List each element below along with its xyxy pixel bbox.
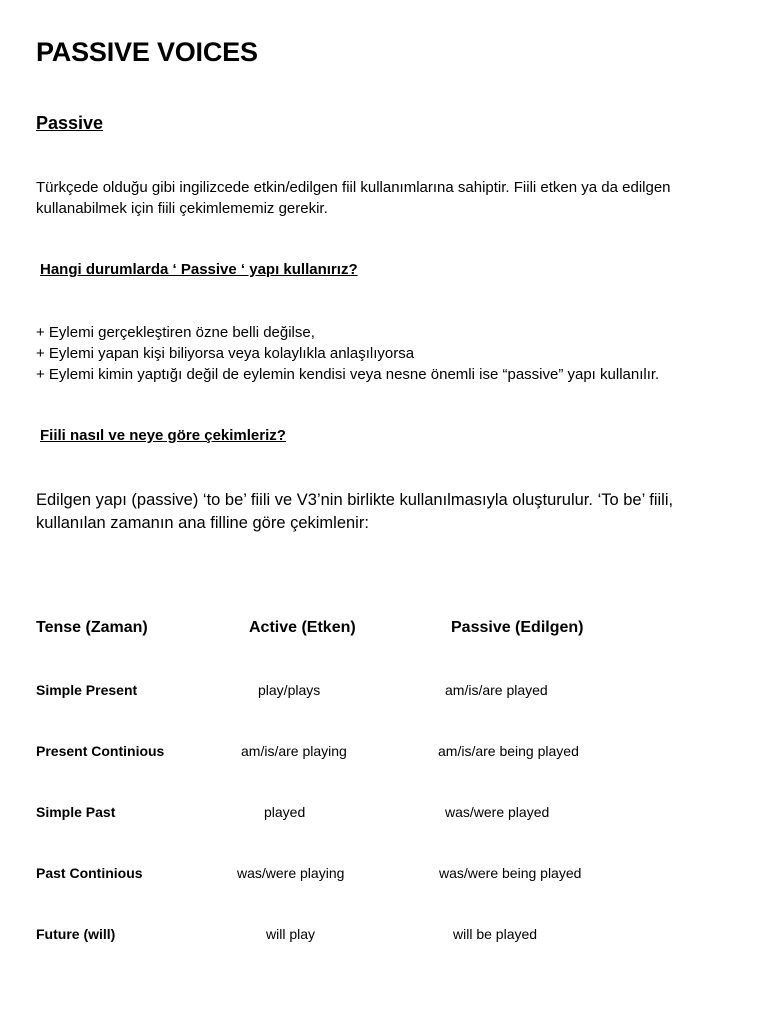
table-cell-active: will play [266,926,316,942]
table-cell-active: am/is/are playing [241,743,347,759]
question-how-conjugate: Fiili nasıl ve neye göre çekimleriz? [40,427,286,444]
table-cell-passive: am/is/are being played [438,743,579,759]
table-header-tense: Tense (Zaman) [36,619,148,636]
table-cell-passive: was/were being played [439,865,582,881]
table-cell-tense: Past Continious [36,865,143,881]
usage-bullet: + Eylemi gerçekleştiren özne belli değilse, [36,324,315,341]
table-header-active: Active (Etken) [249,619,356,636]
table-header-passive: Passive (Edilgen) [451,619,584,636]
table-cell-active: played [264,804,306,820]
table-cell-tense: Present Continious [36,743,165,759]
table-cell-active: was/were playing [237,865,345,881]
table-cell-passive: am/is/are played [445,682,548,698]
usage-bullet: + Eylemi yapan kişi biliyorsa veya kolaylıkla anlaşılıyorsa [36,345,415,362]
explanation-paragraph: Edilgen yapı (passive) ‘to be’ fiili ve V3’nin birlikte kullanılmasıyla oluşturulur. ‘To be’ fiili, kullanılan zamanın ana filline göre çekimlenir: [36,491,674,532]
document-title: PASSIVE VOICES [36,37,258,67]
table-cell-passive: was/were played [445,804,550,820]
usage-bullet: + Eylemi kimin yaptığı değil de eylemin kendisi veya nesne önemli ise “passive” yapı kullanılır. [36,366,660,383]
table-cell-tense: Simple Present [36,682,138,698]
section-heading-passive: Passive [36,113,104,133]
question-when-passive: Hangi durumlarda ‘ Passive ‘ yapı kullanırız? [40,261,358,278]
intro-paragraph: Türkçede olduğu gibi ingilizcede etkin/edilgen fiil kullanımlarına sahiptir. Fiili etken ya da edilgen kullanabilmek için fiili çekimlememiz gerekir. [36,179,671,217]
table-cell-tense: Simple Past [36,804,116,820]
usage-bullet-list [36,322,659,385]
table-cell-active: play/plays [258,682,321,698]
table-cell-tense: Future (will) [36,926,116,942]
table-cell-passive: will be played [453,926,538,942]
